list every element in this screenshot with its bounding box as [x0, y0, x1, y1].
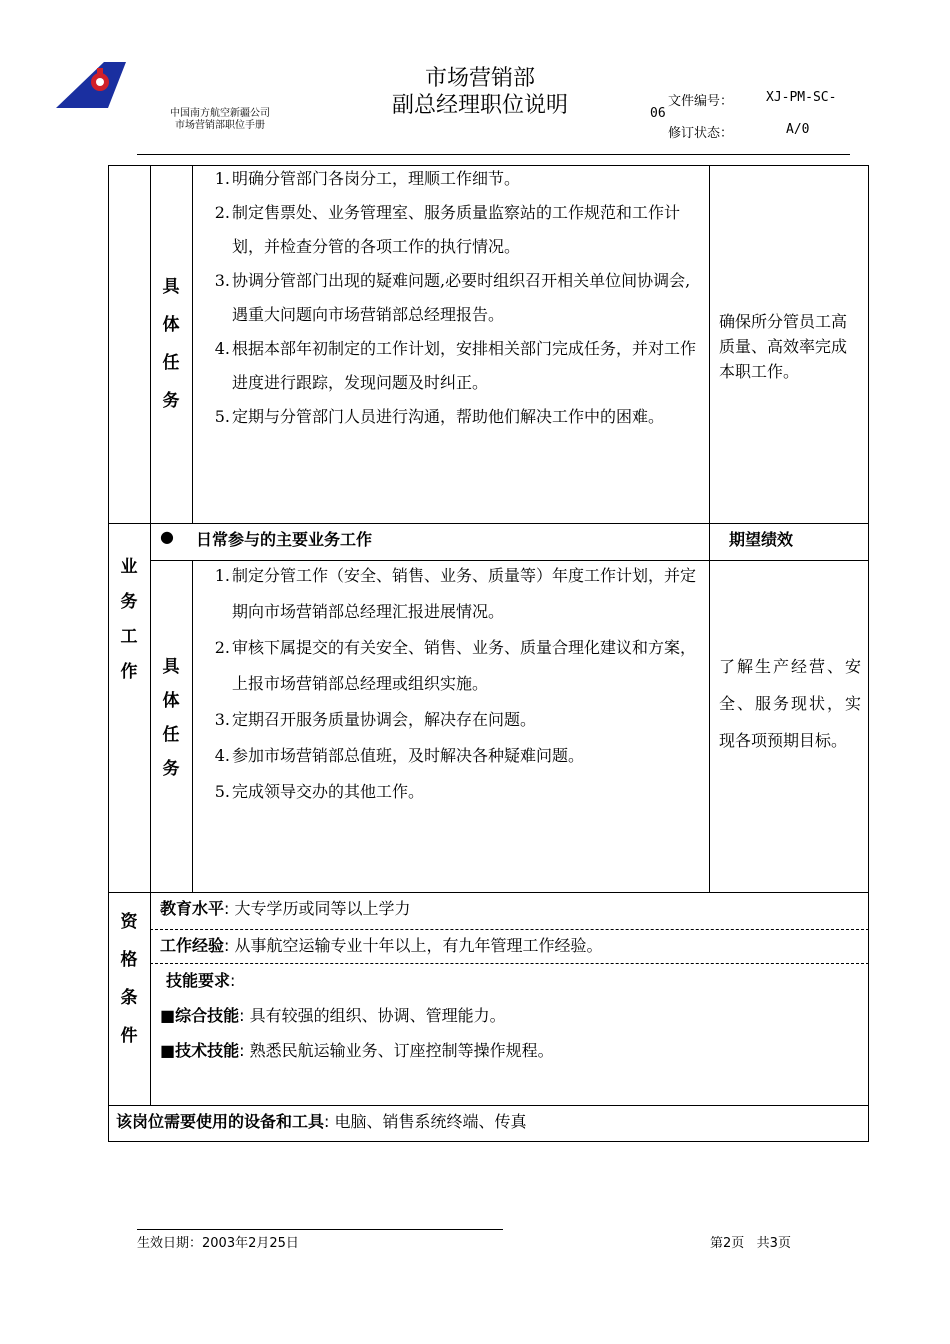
section1-performance: 确保所分管员工高质量、高效率完成本职工作。: [719, 312, 848, 381]
skills-heading: 技能要求:: [166, 971, 236, 990]
skill-technical-value: 熟悉民航运输业务、订座控制等操作规程。: [249, 1041, 554, 1060]
company-logo: [56, 60, 126, 110]
daily-work-heading: 日常参与的主要业务工作: [196, 530, 373, 549]
list-item: 2. 制定售票处、业务管理室、服务质量监察站的工作规范和工作计划，并检查分管的各项工作的执行情况。: [214, 203, 681, 256]
section1-task-label: 具 体 任 务: [162, 277, 180, 411]
equipment-label: 该岗位需要使用的设备和工具: [116, 1112, 325, 1131]
section2-task-label: 具 体 任 务: [162, 657, 180, 779]
expected-performance-heading: 期望绩效: [729, 530, 794, 549]
department-title: 市场营销部: [424, 66, 535, 91]
skill-technical-label: 技术技能: [175, 1041, 240, 1060]
experience-label: 工作经验: [160, 936, 225, 955]
page-number: 第2页 共3页: [710, 1236, 791, 1251]
skill-general-value: 具有较强的组织、协调、管理能力。: [249, 1006, 506, 1025]
skill-general-row: ■综合技能: 具有较强的组织、协调、管理能力。: [160, 1006, 506, 1025]
doc-no-value: XJ-PM-SC-: [766, 90, 837, 105]
doc-no-label: 文件编号：: [668, 94, 734, 109]
section2-task-list: [198, 558, 706, 810]
revision-label: 修订状态：: [668, 126, 734, 141]
section2-performance: 了解生产经营、安全、服务现状，实现各项预期目标。: [719, 657, 861, 750]
list-item: 4. 参加市场营销部总值班，及时解决各种疑难问题。: [214, 746, 585, 765]
square-bullet-icon: ■: [160, 1006, 176, 1025]
list-item: 3. 协调分管部门出现的疑难问题,必要时组织召开相关单位间协调会,遇重大问题向市场营销部总经理报告。: [214, 271, 691, 324]
skill-general-label: 综合技能: [175, 1006, 240, 1025]
page-title: 副总经理职位说明: [391, 93, 568, 118]
list-item: 5. 定期与分管部门人员进行沟通，帮助他们解决工作中的困难。: [214, 407, 665, 426]
revision-value: A/0: [786, 122, 810, 137]
company-name: 中国南方航空新疆公司: [170, 108, 270, 119]
square-bullet-icon: ■: [160, 1041, 176, 1060]
skill-technical-row: ■技术技能: 熟悉民航运输业务、订座控制等操作规程。: [160, 1041, 554, 1060]
list-item: 2. 审核下属提交的有关安全、销售、业务、质量合理化建议和方案，上报市场营销部总经理或组织实施。: [214, 638, 697, 693]
education-value: 大专学历或同等以上学力: [234, 899, 411, 918]
equipment-row: 该岗位需要使用的设备和工具: 电脑、销售系统终端、传真: [116, 1112, 527, 1131]
education-row: 教育水平: 大专学历或同等以上学力: [160, 899, 411, 918]
effective-date: 生效日期：2003年2月25日: [137, 1236, 299, 1251]
doc-no-wrap: 06: [650, 106, 666, 121]
list-item: 4. 根据本部年初制定的工作计划，安排相关部门完成任务，并对工作进度进行跟踪，发现问题及时纠正。: [214, 339, 697, 392]
manual-name: 市场营销部职位手册: [175, 120, 265, 131]
header-divider: [137, 154, 850, 155]
equipment-value: 电脑、销售系统终端、传真: [334, 1112, 527, 1131]
section1-task-list: [198, 162, 706, 434]
list-item: 1. 制定分管工作（安全、销售、业务、质量等）年度工作计划，并定期向市场营销部总经理汇报进展情况。: [214, 566, 697, 621]
list-item: 5. 完成领导交办的其他工作。: [214, 782, 425, 801]
list-item: 3. 定期召开服务质量协调会，解决存在问题。: [214, 710, 537, 729]
business-work-label: 业 务 工 作: [120, 557, 138, 682]
bullet-icon: ●: [160, 527, 174, 546]
qualifications-label: 资 格 条 件: [120, 912, 138, 1046]
list-item: 1. 明确分管部门各岗分工，理顺工作细节。: [214, 169, 521, 188]
education-label: 教育水平: [160, 899, 225, 918]
experience-row: 工作经验: 从事航空运输专业十年以上，有九年管理工作经验。: [160, 936, 603, 955]
experience-value: 从事航空运输专业十年以上，有九年管理工作经验。: [234, 936, 603, 955]
footer-divider: [137, 1229, 503, 1230]
